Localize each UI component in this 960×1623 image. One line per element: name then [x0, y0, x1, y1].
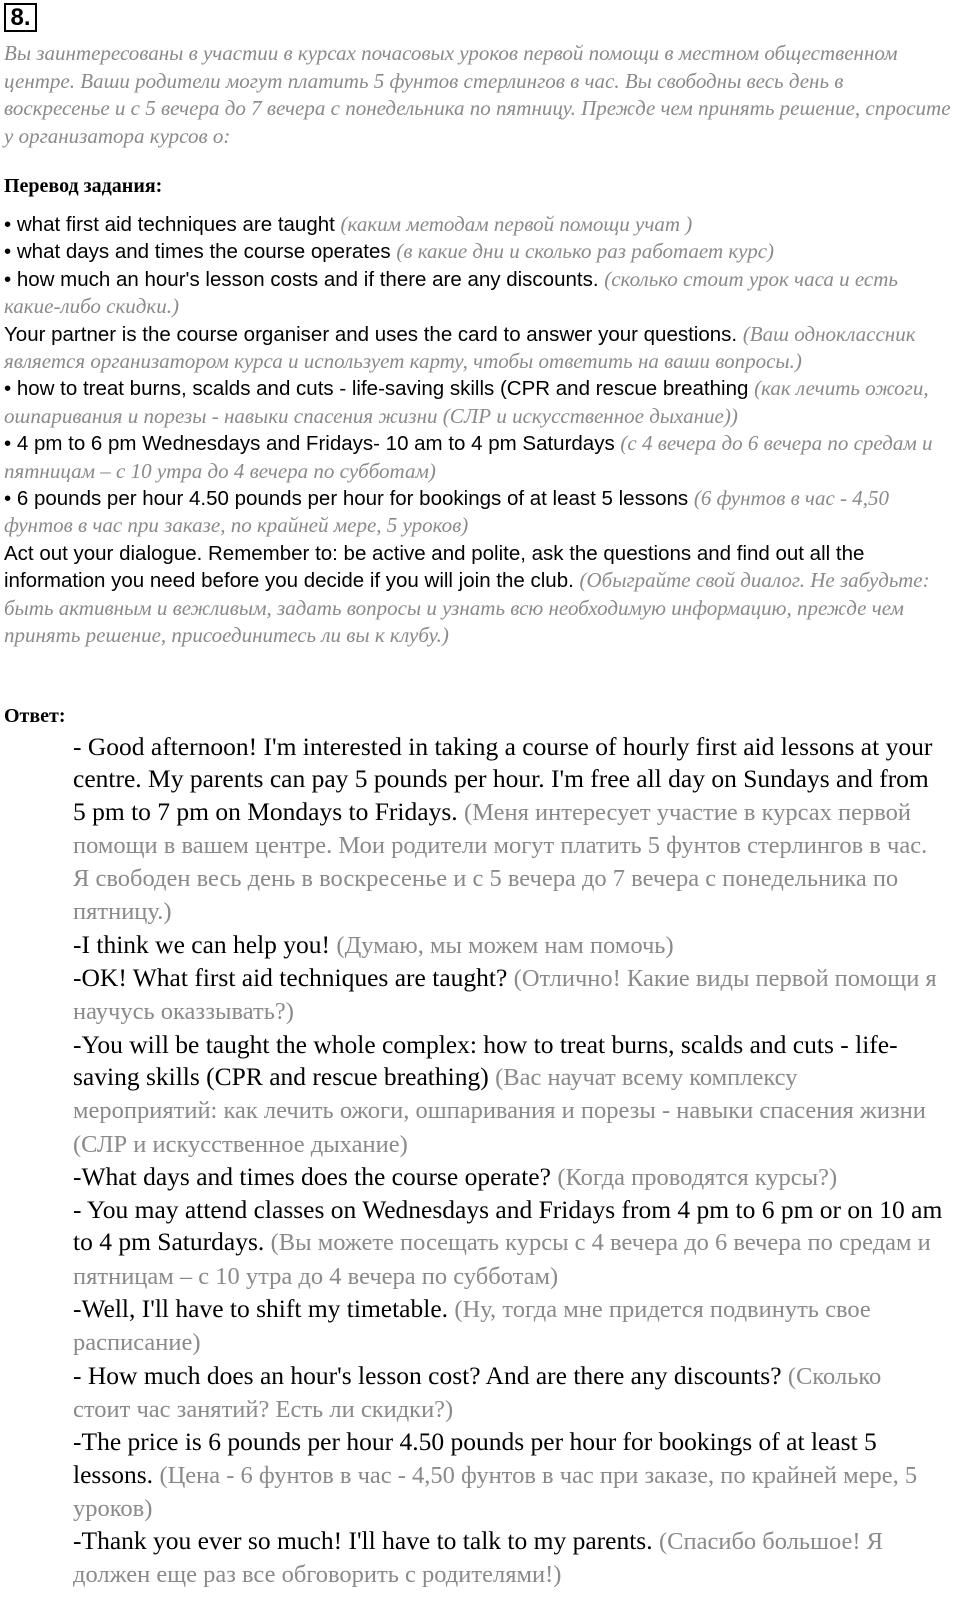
exercise-number: 8.: [4, 3, 37, 32]
translation-line: [4, 266, 954, 321]
dialogue-ru: (Спасибо большое! Я должен еще раз все обговорить с родителями!): [73, 1528, 884, 1589]
translation-ru: (Обыграйте свой диалог. Не забудьте: быть активным и вежливым, задать вопросы и узнать всю необходимую информацию, прежде чем принять решение, присоединитесь ли вы к клубу.): [4, 568, 930, 648]
translation-line: [4, 211, 954, 238]
translation-en: • 6 pounds per hour 4.50 pounds per hour for bookings of at least 5 lessons: [4, 487, 689, 511]
translation-line: [4, 485, 954, 540]
translation-ru: (как лечить ожоги, ошпаривания и порезы - навыки спасения жизни (СЛР и искусственное дыхание)): [4, 376, 929, 428]
dialogue-line: [73, 1194, 943, 1293]
translation-line: [4, 540, 954, 650]
translation-line: [4, 430, 954, 485]
dialogue-en: -OK! What first aid techniques are taught?: [73, 963, 508, 993]
dialogue-line: [73, 1029, 943, 1161]
task-text: Вы заинтересованы в участии в курсах почасовых уроков первой помощи в местном общественном центре. Ваши родители могут платить 5 фунтов стерлингов в час. Вы свободны весь день в воскресенье и с 5 вечера до 7 вечера с понедельника по пятницу. Прежде чем принять решение, спросите у организатора курсов о:: [4, 41, 951, 148]
dialogue-line: [73, 1360, 943, 1427]
translation-en: • how much an hour's lesson costs and if there are any discounts.: [4, 267, 599, 291]
dialogue-ru: (Меня интересует участие в курсах первой помощи в вашем центре. Мои родители могут платить 5 фунтов стерлингов в час. Я свободен весь день в воскресенье и с 5 вечера до 7 вечера с понедельника по пятницу.): [73, 798, 928, 926]
dialogue-line: [73, 1525, 943, 1592]
dialogue-en: - You may attend classes on Wednesdays and Fridays from 4 pm to 6 pm or on 10 am to 4 pm Saturdays.: [73, 1195, 943, 1257]
translation-en: • what days and times the course operates: [4, 240, 391, 264]
dialogue-line: [73, 1426, 943, 1525]
dialogue-en: -Thank you ever so much! I'll have to talk to my parents.: [73, 1526, 653, 1556]
dialogue-ru: (Думаю, мы можем нам помочь): [336, 931, 674, 959]
translation-ru: (в какие дни и сколько раз работает курс): [396, 239, 775, 264]
translation-ru: (6 фунтов в час - 4,50 фунтов в час при заказе, по крайней мере, 5 уроков): [4, 486, 890, 538]
dialogue-line: [73, 1293, 943, 1360]
dialogue-line: [73, 962, 943, 1029]
translation-heading: Перевод задания:: [4, 175, 163, 197]
dialogue-en: -The price is 6 pounds per hour 4.50 pounds per hour for bookings of at least 5 lessons.: [73, 1427, 877, 1489]
translation-line: [4, 238, 954, 265]
dialogue-ru: (Когда проводятся курсы?): [557, 1163, 838, 1191]
translation-ru: (Ваш одноклассник является организатором курса и использует карту, чтобы ответить на ваши вопросы.): [4, 321, 916, 374]
dialogue-en: - How much does an hour's lesson cost? And are there any discounts?: [73, 1360, 782, 1390]
translation-line: [4, 375, 954, 430]
dialogue-ru: (Сколько стоит час занятий? Есть ли скидки?): [73, 1362, 882, 1423]
dialogue-line: [73, 929, 943, 962]
dialogue-en: -Well, I'll have to shift my timetable.: [73, 1294, 449, 1324]
translation-line: [4, 321, 954, 376]
dialogue-en: - Good afternoon! I'm interested in taking a course of hourly first aid lessons at your centre. My parents can pay 5 pounds per hour. I'm free all day on Sundays and from 5 pm to 7 pm on Mondays to Fridays.: [73, 732, 933, 826]
dialogue-block: [73, 731, 943, 1592]
dialogue-ru: (Цена - 6 фунтов в час - 4,50 фунтов в час при заказе, по крайней мере, 5 уроков): [73, 1461, 918, 1522]
dialogue-line: [73, 1161, 943, 1194]
answer-heading: Ответ:: [4, 705, 66, 727]
translation-en: • how to treat burns, scalds and cuts - life-saving skills (CPR and rescue breathing: [4, 377, 749, 401]
dialogue-ru: (Ну, тогда мне придется подвинуть свое расписание): [73, 1296, 871, 1357]
translation-ru: (сколько стоит урок часа и есть какие-либо скидки.): [4, 266, 898, 319]
dialogue-ru: (Вас научат всему комплексу мероприятий: как лечить ожоги, ошпаривания и порезы - навыки спасения жизни (СЛР и искусственное дыхание): [73, 1063, 926, 1158]
translation-en: • 4 pm to 6 pm Wednesdays and Fridays- 10 am to 4 pm Saturdays: [4, 432, 615, 456]
translation-ru: (каким методам первой помощи учат ): [340, 212, 693, 236]
dialogue-en: -What days and times does the course operate?: [73, 1161, 551, 1191]
translation-ru: (с 4 вечера до 6 вечера по средам и пятницам – с 10 утра до 4 вечера по субботам): [4, 431, 933, 483]
dialogue-ru: (Вы можете посещать курсы с 4 вечера до 6 вечера по средам и пятницам – с 10 утра до 4 вечера по субботам): [73, 1229, 931, 1290]
dialogue-line: [73, 731, 943, 929]
dialogue-en: -I think we can help you!: [73, 929, 331, 959]
dialogue-ru: (Отлично! Какие виды первой помощи я научусь оказзывать?): [73, 965, 937, 1026]
translation-en: Act out your dialogue. Remember to: be active and polite, ask the questions and find out all the information you need before you decide if you will join the club.: [4, 541, 865, 593]
translation-block: [4, 211, 954, 650]
translation-en: • what first aid techniques are taught: [4, 213, 335, 236]
dialogue-en: -You will be taught the whole complex: how to treat burns, scalds and cuts - life-saving skills (CPR and rescue breathing): [73, 1029, 898, 1091]
translation-en: Your partner is the course organiser and uses the card to answer your questions.: [4, 322, 738, 346]
